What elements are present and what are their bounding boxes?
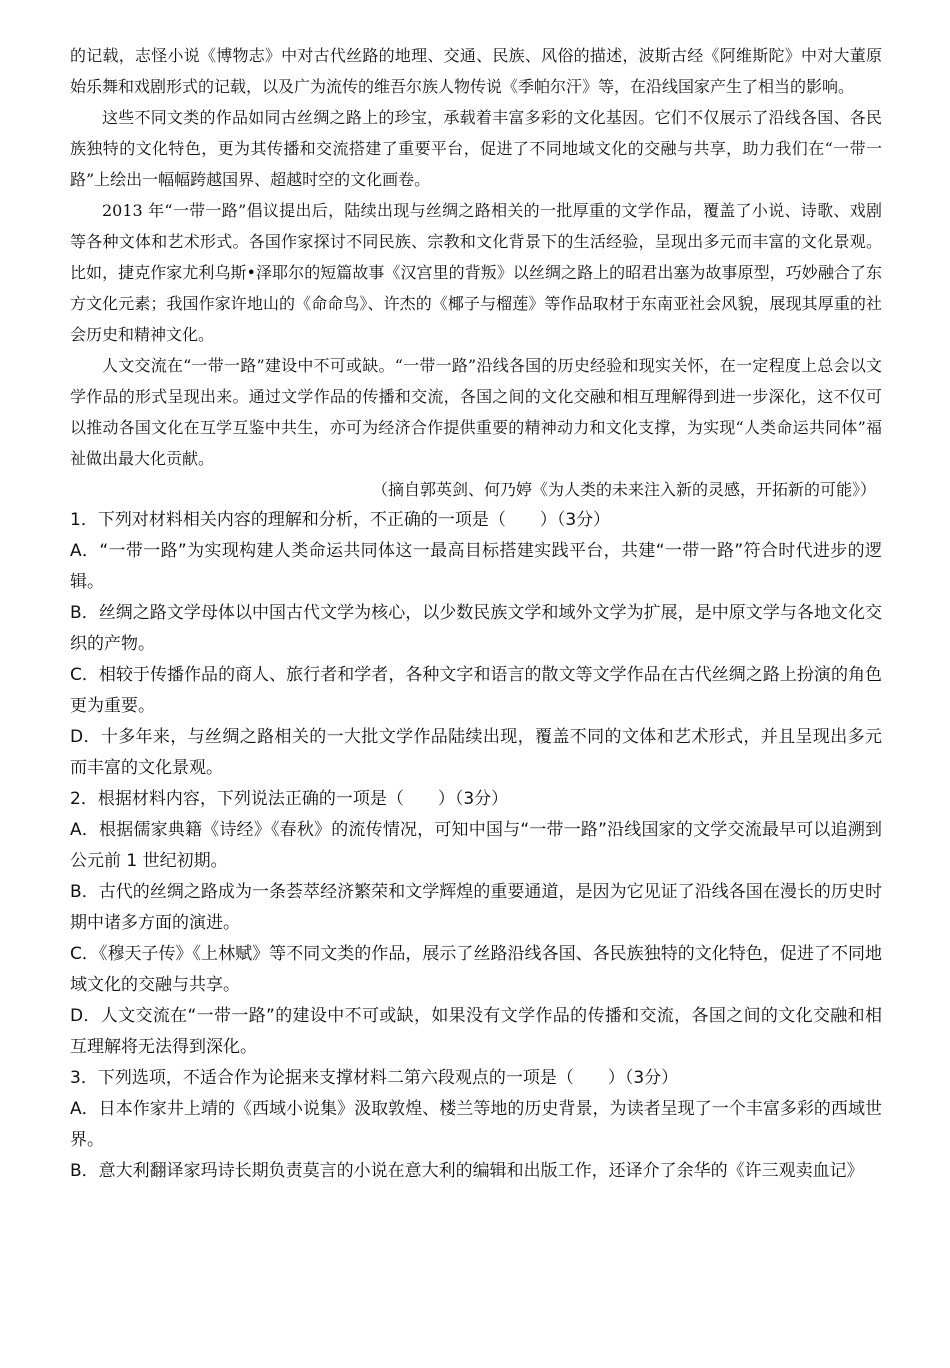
option-a: A．根据儒家典籍《诗经》《春秋》的流传情况，可知中国与“一带一路”沿线国家的文学交流最早可以追溯到公元前 1 世纪初期。: [70, 820, 882, 871]
question-1: [70, 505, 882, 784]
passage-paragraph-1: 的记载，志怪小说《博物志》中对古代丝路的地理、交通、民族、风俗的描述，波斯古经《阿维斯陀》中对大董原始乐舞和戏剧形式的记载，以及广为流传的维吾尔族人物传说《季帕尔汗》等，在沿线国家产生了相当的影响。: [70, 46, 882, 96]
option-b: B．丝绸之路文学母体以中国古代文学为核心，以少数民族文学和域外文学为扩展，是中原文学与各地文化交织的产物。: [70, 603, 882, 654]
option-c: C．相较于传播作品的商人、旅行者和学者，各种文字和语言的散文等文学作品在古代丝绸之路上扮演的角色更为重要。: [70, 665, 882, 716]
option-c: C．《穆天子传》《上林赋》等不同文类的作品，展示了丝路沿线各国、各民族独特的文化特色，促进了不同地域文化的交融与共享。: [70, 944, 882, 995]
exam-page: [70, 40, 882, 1187]
option-a: A．日本作家井上靖的《西域小说集》汲取敦煌、楼兰等地的历史背景，为读者呈现了一个丰富多彩的西域世界。: [70, 1099, 882, 1150]
passage-paragraph-3: 2013 年“一带一路”倡议提出后，陆续出现与丝绸之路相关的一批厚重的文学作品，覆盖了小说、诗歌、戏剧等各种文体和艺术形式。各国作家探讨不同民族、宗教和文化背景下的生活经验，呈现出多元而丰富的文化景观。比如，捷克作家尤利乌斯•泽耶尔的短篇故事《汉宫里的背叛》以丝绸之路上的昭君出塞为故事原型，巧妙融合了东方文化元素；我国作家许地山的《命命鸟》、许杰的《椰子与榴莲》等作品取材于东南亚社会风貌，展现其厚重的社会历史和精神文化。: [70, 201, 882, 344]
option-a: A．“一带一路”为实现构建人类命运共同体这一最高目标搭建实践平台，共建“一带一路”符合时代进步的逻辑。: [70, 541, 882, 592]
passage-source: （摘自郭英剑、何乃婷《为人类的未来注入新的灵感，开拓新的可能》）: [371, 480, 876, 499]
reading-passage: [70, 40, 882, 474]
option-d: D．人文交流在“一带一路”的建设中不可或缺，如果没有文学作品的传播和交流，各国之间的文化交融和相互理解将无法得到深化。: [70, 1006, 882, 1057]
option-b: B．意大利翻译家玛诗长期负责莫言的小说在意大利的编辑和出版工作，还译介了余华的《许三观卖血记》: [70, 1161, 864, 1181]
question-3: [70, 1063, 882, 1187]
option-d: D．十多年来，与丝绸之路相关的一大批文学作品陆续出现，覆盖不同的文体和艺术形式，并且呈现出多元而丰富的文化景观。: [70, 727, 882, 778]
question-stem: 2．根据材料内容，下列说法正确的一项是（ ）（3分）: [70, 789, 509, 809]
question-stem: 1．下列对材料相关内容的理解和分析，不正确的一项是（ ）（3分）: [70, 510, 611, 530]
question-list: [70, 505, 882, 1187]
question-2: [70, 784, 882, 1063]
option-b: B．古代的丝绸之路成为一条荟萃经济繁荣和文学辉煌的重要通道，是因为它见证了沿线各国在漫长的历史时期中诸多方面的演进。: [70, 882, 882, 933]
question-stem: 3．下列选项，不适合作为论据来支撑材料二第六段观点的一项是（ ）（3分）: [70, 1068, 679, 1088]
passage-paragraph-2: 这些不同文类的作品如同古丝绸之路上的珍宝，承载着丰富多彩的文化基因。它们不仅展示了沿线各国、各民族独特的文化特色，更为其传播和交流搭建了重要平台，促进了不同地域文化的交融与共享，助力我们在“一带一路”上绘出一幅幅跨越国界、超越时空的文化画卷。: [70, 108, 882, 189]
passage-paragraph-4: 人文交流在“一带一路”建设中不可或缺。“一带一路”沿线各国的历史经验和现实关怀，在一定程度上总会以文学作品的形式呈现出来。通过文学作品的传播和交流，各国之间的文化交融和相互理解得到进一步深化，这不仅可以推动各国文化在互学互鉴中共生，亦可为经济合作提供重要的精神动力和文化支撑，为实现“人类命运共同体”福祉做出最大化贡献。: [70, 356, 882, 468]
